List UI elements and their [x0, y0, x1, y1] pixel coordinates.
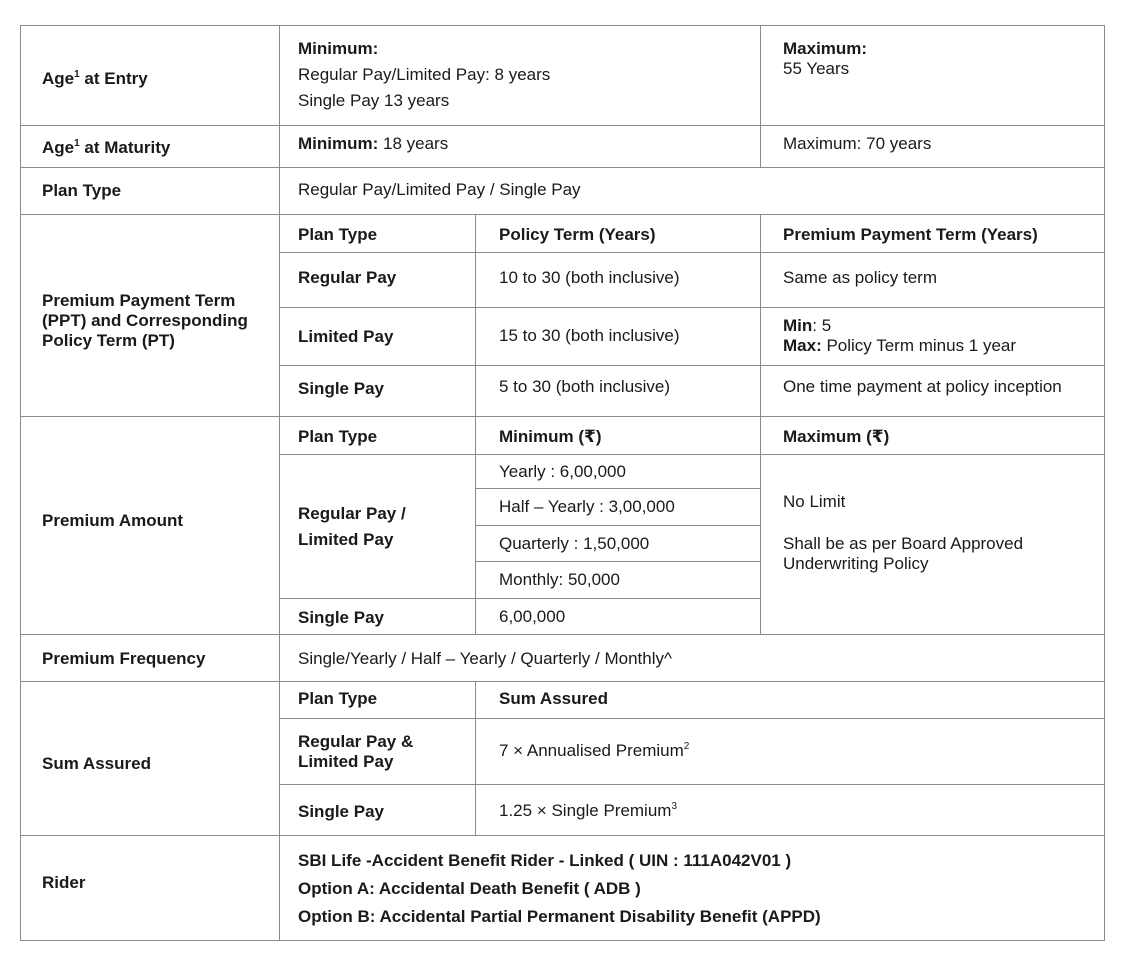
ppt-row-regular-term: 10 to 30 (both inclusive): [499, 268, 680, 287]
premium-frequency-label: Premium Frequency: [42, 649, 206, 668]
sum-assured-regular-label-line2: Limited Pay: [298, 752, 394, 771]
premium-amount-label: Premium Amount: [42, 511, 184, 530]
ppt-row-single-plan: Single Pay: [298, 379, 384, 398]
ppt-row-limited-term: 15 to 30 (both inclusive): [499, 326, 680, 345]
sum-assured-single-label: Single Pay: [298, 802, 384, 821]
sum-assured-regular-label-line1: Regular Pay &: [298, 732, 414, 751]
premium-header-minimum: Minimum (₹): [499, 427, 602, 446]
age-maturity-label: Age$^1$ at Maturity: [42, 138, 171, 157]
age-entry-min-heading: Minimum:: [298, 39, 379, 58]
premium-single-min: 6,00,000: [499, 607, 566, 626]
ppt-label-line3: Policy Term (PT): [42, 331, 175, 350]
ppt-label-line1: Premium Payment Term: [42, 291, 236, 310]
ppt-row-regular-plan: Regular Pay: [298, 268, 397, 287]
ppt-row-limited-min: Min: 5: [783, 316, 832, 335]
age-entry-label: Age$^1$ at Entry: [42, 69, 148, 88]
rider-label: Rider: [42, 873, 86, 892]
age-entry-max-heading: Maximum:: [783, 39, 868, 58]
premium-frequency-value: Single/Yearly / Half – Yearly / Quarterly / Monthly^: [298, 649, 672, 668]
premium-min-quarterly: Quarterly : 1,50,000: [499, 534, 650, 553]
sum-assured-header-plan-type: Plan Type: [298, 689, 378, 708]
ppt-row-regular-ppt: Same as policy term: [783, 268, 937, 287]
rider-name: SBI Life -Accident Benefit Rider - Linked ( UIN : 111A042V01 ): [298, 851, 792, 870]
rider-option-b: Option B: Accidental Partial Permanent Disability Benefit (APPD): [298, 907, 821, 926]
age-entry-max-value: 55 Years: [783, 59, 850, 78]
age-maturity-max: Maximum: 70 years: [783, 134, 932, 153]
premium-header-plan-type: Plan Type: [298, 427, 378, 446]
ppt-row-limited-plan: Limited Pay: [298, 327, 394, 346]
premium-min-monthly: Monthly: 50,000: [499, 570, 620, 589]
plan-type-value: Regular Pay/Limited Pay / Single Pay: [298, 180, 581, 199]
premium-min-yearly: Yearly : 6,00,000: [499, 462, 626, 481]
ppt-header-plan-type: Plan Type: [298, 225, 378, 244]
premium-regular-label-line1: Regular Pay /: [298, 504, 406, 523]
sum-assured-regular-value: 7 × Annualised Premium$^2$: [499, 741, 690, 760]
ppt-row-single-ppt: One time payment at policy inception: [783, 377, 1062, 396]
ppt-row-single-term: 5 to 30 (both inclusive): [499, 377, 671, 396]
age-maturity-min: Minimum: 18 years: [298, 134, 449, 153]
premium-max-note-line2: Underwriting Policy: [783, 554, 929, 573]
premium-min-half-yearly: Half – Yearly : 3,00,000: [499, 497, 675, 516]
ppt-header-policy-term: Policy Term (Years): [499, 225, 656, 244]
ppt-label-line2: (PPT) and Corresponding: [42, 311, 248, 330]
plan-type-label: Plan Type: [42, 181, 122, 200]
sum-assured-header-sum-assured: Sum Assured: [499, 689, 608, 708]
ppt-header-premium-payment-term: Premium Payment Term (Years): [783, 225, 1038, 244]
sum-assured-label: Sum Assured: [42, 754, 151, 773]
premium-regular-label-line2: Limited Pay: [298, 530, 394, 549]
age-entry-min-regular: Regular Pay/Limited Pay: 8 years: [298, 65, 551, 84]
premium-max-no-limit: No Limit: [783, 492, 846, 511]
premium-single-label: Single Pay: [298, 608, 384, 627]
premium-header-maximum: Maximum (₹): [783, 427, 890, 446]
ppt-row-limited-max: Max: Policy Term minus 1 year: [783, 336, 1017, 355]
age-entry-min-single: Single Pay 13 years: [298, 91, 450, 110]
premium-max-note-line1: Shall be as per Board Approved: [783, 534, 1024, 553]
sum-assured-single-value: 1.25 × Single Premium$^3$: [499, 801, 678, 820]
rider-option-a: Option A: Accidental Death Benefit ( ADB ): [298, 879, 641, 898]
